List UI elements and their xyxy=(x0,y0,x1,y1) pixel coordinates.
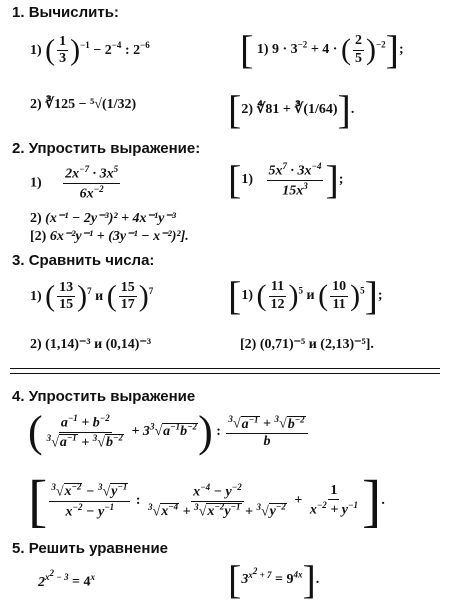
task-1-item-2 xyxy=(30,96,136,113)
denominator: 12 xyxy=(270,296,285,312)
item-label: 1) xyxy=(256,42,269,58)
expression: (0,71)⁻⁵ и (2,13)⁻⁵]. xyxy=(259,337,374,352)
exponent: 5 xyxy=(298,285,303,296)
denominator: 15 xyxy=(59,297,74,313)
conjunction: и xyxy=(95,288,104,304)
expr-part: + 4 · xyxy=(310,42,338,58)
task-number: 5. xyxy=(12,540,25,557)
exponent: −1 xyxy=(80,40,90,51)
item-label: 2) xyxy=(30,97,42,112)
task-4-header xyxy=(12,388,195,405)
task-1-item-1: 1) ( $\frac{1}{3}$ )$^{-1} - 2^{-4}$ : $2^{-6}$ xyxy=(30,33,150,67)
expr-part: − 2 xyxy=(93,42,112,58)
task-title: Вычислить: xyxy=(28,4,119,21)
denominator: 11 xyxy=(332,296,346,312)
task-2-item-1: 1) $\frac{2x^{-7} \cdot 3x^5}{6x^{-2}}$ xyxy=(30,164,119,202)
item-label: [2) xyxy=(240,337,257,352)
item-label: [2) xyxy=(30,229,47,244)
task-title: Упростить выражение: xyxy=(28,140,201,157)
exponent: −2 xyxy=(297,39,308,50)
exponent: −2 xyxy=(375,39,386,50)
expression: = 4 xyxy=(71,574,91,590)
task-3-item-2 xyxy=(30,336,151,353)
conjunction: и xyxy=(306,288,315,304)
expression: ∜81 + ∛(1/64) xyxy=(256,102,338,118)
item-label: 1) xyxy=(241,288,253,304)
task-number: 2. xyxy=(12,140,25,157)
exponent: 7 xyxy=(148,286,154,297)
task-4-expression-1: ( $\frac{a^{-1} + b^{-2}}{^3√a^{-1} + ^3√b^{-2}}$ + $3^3√a^{-1}b^{-2}$) : $\frac{^3√a^{-1} + ^3√b^{-2}}{b}$ xyxy=(28,410,310,454)
task-5-alt-equation: $[3^{x^2 + 7} = 9^{4x}]$. xyxy=(228,557,320,602)
task-2-alt-2 xyxy=(30,228,189,245)
item-label: 2) xyxy=(241,102,253,118)
task-1-header xyxy=(12,4,119,21)
task-number: 3. xyxy=(12,252,25,269)
exponent: 5 xyxy=(360,285,365,296)
item-label: 2) xyxy=(30,211,42,226)
expr-part: 9 · 3 xyxy=(272,42,298,58)
task-3-item-1: 1) ( $\frac{13}{15}$ )$^7$ и ( $\frac{15}{17}$ )$^7$ xyxy=(30,279,154,313)
task-title: Упростить выражение xyxy=(28,388,196,405)
task-5-equation: $2^{x^2 - 3} = 4^x$ xyxy=(38,568,95,590)
task-title: Решить уравнение xyxy=(28,540,169,557)
numerator: 2 xyxy=(353,33,364,50)
exponent: −4 xyxy=(111,40,122,51)
divider xyxy=(10,373,440,374)
item-label: 2) xyxy=(30,337,42,352)
task-2-header xyxy=(12,140,200,157)
numerator: 1 xyxy=(57,34,68,51)
task-2-alt-1: [1) $\frac{5x^7 \cdot 3x^{-4}}{15x^3}$ ]; xyxy=(228,157,344,202)
expr-part: : 2 xyxy=(124,42,141,58)
denominator: 17 xyxy=(120,297,135,313)
expression: (1,14)⁻³ и (0,14)⁻³ xyxy=(45,337,152,352)
divider xyxy=(10,368,440,369)
numerator: 11 xyxy=(269,279,286,296)
exponent: 7 xyxy=(87,286,92,297)
task-5-header xyxy=(12,540,168,557)
task-1-alt-2: [2) ∜81 + ∛(1/64)]. xyxy=(228,87,355,132)
task-number: 1. xyxy=(12,4,25,21)
task-title: Сравнить числа: xyxy=(28,252,155,269)
denominator: 3 xyxy=(59,51,67,67)
task-3-header xyxy=(12,252,154,269)
item-label: 1) xyxy=(30,288,42,304)
numerator: 10 xyxy=(330,279,348,296)
expression: 6x⁻²y⁻¹ + (3y⁻¹ − x⁻²)²]. xyxy=(49,229,189,244)
numerator: 13 xyxy=(57,280,75,297)
expression: (x⁻¹ − 2y⁻³)² + 4x⁻¹y⁻³ xyxy=(45,211,176,226)
item-label: 1) xyxy=(241,172,253,188)
denominator: 5 xyxy=(354,50,362,66)
task-number: 4. xyxy=(12,388,25,405)
task-3-alt-2 xyxy=(240,336,374,353)
exponent: −6 xyxy=(140,40,150,51)
task-3-alt-1: [1) ( $\frac{11}{12}$ )$^5$ и ( $\frac{10}{11}$ )$^5$]; xyxy=(228,273,383,318)
numerator: 15 xyxy=(119,280,137,297)
expression: ∛125 − ⁵√(1/32) xyxy=(45,97,137,112)
expression: = 9 xyxy=(274,572,294,588)
task-4-expression-2: [ $\frac{^3√x^{-2} - ^3√y^{-1}}{x^{-2} - y^{-1}}$ : $\frac{x^{-4} - y^{-2}}{^3√x^{-4} + ^3√x^{-2}y^{-1} + ^3√y^{-2}}$ + $\frac{1}{x^{-2} + y^{-1}}$ ]. xyxy=(28,468,385,533)
task-2-item-2 xyxy=(30,210,176,227)
task-1-alt-1: [ 1) $9 \cdot 3^{-2} + 4$ · ( $\frac{2}{5}$ )$^{-2}$]; xyxy=(240,27,404,72)
item-label: 1) xyxy=(30,42,42,58)
item-label: 1) xyxy=(30,175,42,191)
